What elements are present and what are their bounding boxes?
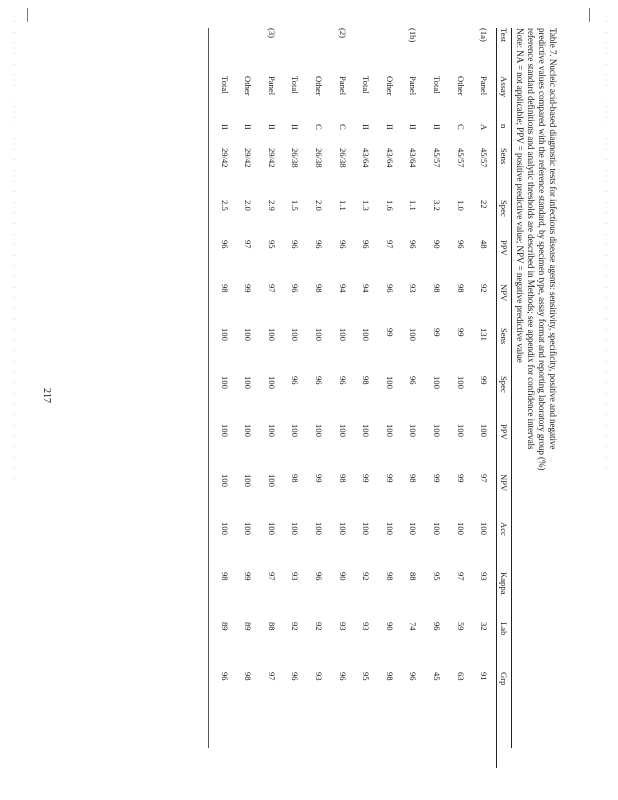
table-cell: 100 — [455, 376, 466, 389]
table-cell: 96 — [432, 622, 443, 631]
table-row — [425, 28, 449, 768]
table-cell: 95 — [432, 572, 443, 581]
table-cell: 96 — [384, 284, 395, 293]
table-cell: 43/64 — [361, 148, 372, 168]
table-cell: 96 — [219, 672, 230, 681]
table-cell: C — [337, 124, 348, 130]
page-number: 217 — [41, 388, 52, 403]
table-cell: 2.5 — [219, 200, 230, 211]
table-cell: 93 — [314, 672, 325, 681]
table-cell: 2.0 — [314, 200, 325, 211]
table-cell: 96 — [219, 240, 230, 249]
table-cell: 100 — [219, 474, 230, 487]
table-cell: II — [361, 124, 372, 130]
table-cell: 100 — [408, 522, 419, 535]
table-cell: 98 — [408, 474, 419, 483]
table-cell: 22 — [479, 200, 490, 209]
table-cell — [449, 28, 473, 76]
table-cell: 100 — [266, 328, 277, 341]
table-cell: Other — [384, 76, 395, 96]
table-cell: 96 — [408, 240, 419, 249]
column-header: Spec — [497, 200, 512, 240]
table-cell: 98 — [361, 376, 372, 385]
table-cell — [378, 28, 402, 76]
table-cell: II — [219, 124, 230, 130]
table-cell: 96 — [337, 376, 348, 385]
column-header: PPV — [497, 240, 512, 284]
table-cell: 99 — [455, 328, 466, 337]
table-cell: 90 — [337, 572, 348, 581]
column-header: Acc — [497, 522, 512, 572]
table-row — [260, 28, 284, 768]
table-cell: 88 — [408, 572, 419, 581]
table-cell: 99 — [479, 376, 490, 385]
table-cell: 1.1 — [337, 200, 348, 211]
table-cell: 100 — [290, 522, 301, 535]
table-cell: Other — [314, 76, 325, 96]
table-cell: 100 — [243, 522, 254, 535]
table-cell: 100 — [361, 424, 372, 437]
table-cell: 100 — [337, 424, 348, 437]
table-cell — [307, 28, 331, 76]
table-cell: 98 — [290, 474, 301, 483]
column-header: Sens — [497, 148, 512, 200]
table-cell: 98 — [314, 284, 325, 293]
column-header: Spec — [497, 376, 512, 424]
table-cell: 100 — [290, 328, 301, 341]
table-cell: 100 — [219, 328, 230, 341]
margin-text-top: · · · · · · · · · · · · · · · · · · · · · · · · · · · · · · · · · · · · · · · · · · · — [602, 20, 608, 472]
table-cell: II — [384, 124, 395, 130]
table-cell: Total — [432, 76, 443, 94]
table-cell: 96 — [455, 240, 466, 249]
table-cell: 100 — [314, 424, 325, 437]
column-header: PPV — [497, 424, 512, 474]
table-block — [208, 28, 558, 748]
table-cell: 100 — [408, 424, 419, 437]
table-cell: Panel — [266, 76, 277, 96]
table-cell — [425, 28, 449, 76]
table-cell: Other — [243, 76, 254, 96]
table-cell: 100 — [455, 424, 466, 437]
table-cell: 96 — [290, 672, 301, 681]
table-row — [307, 28, 331, 768]
table-cell: 32 — [479, 622, 490, 631]
table-caption — [514, 28, 558, 748]
table-cell: II — [432, 124, 443, 130]
table-bottom-rule — [208, 28, 209, 748]
caption-line: reference standard definitions and analytic thresholds are described in Methods; see appendix for confidence intervals — [526, 28, 536, 450]
table-cell: 100 — [219, 424, 230, 437]
table-cell: 1.6 — [384, 200, 395, 211]
table-cell: 99 — [314, 474, 325, 483]
table-cell: 100 — [219, 522, 230, 535]
table-cell: 98 — [219, 572, 230, 581]
table-row — [354, 28, 378, 768]
table-cell: II — [290, 124, 301, 130]
table-cell: 94 — [361, 284, 372, 293]
table-cell: (1b) — [408, 28, 419, 43]
table-cell: (1a) — [479, 28, 490, 42]
table-cell: II — [266, 124, 277, 130]
table-cell: 96 — [408, 376, 419, 385]
table-cell: (2) — [337, 28, 348, 39]
table-cell: 131 — [479, 328, 490, 341]
table-cell: 100 — [432, 376, 443, 389]
table-cell: 99 — [243, 284, 254, 293]
table-row — [449, 28, 473, 768]
table-cell: 93 — [361, 622, 372, 631]
table-cell: 92 — [290, 622, 301, 631]
table-cell: II — [408, 124, 419, 130]
table-row — [472, 28, 496, 768]
table-cell: 96 — [290, 376, 301, 385]
table-cell: 97 — [455, 572, 466, 581]
table-cell: 99 — [384, 328, 395, 337]
table-cell: 93 — [290, 572, 301, 581]
margin-text-bottom: · · · · · · · · · · · · · · · · · · · · · · · · · · · · · · · · · · · · · · · · · · · · — [10, 20, 16, 483]
column-header: NPV — [497, 284, 512, 328]
table-cell: 100 — [361, 328, 372, 341]
column-header: Assay — [497, 76, 512, 124]
table-cell: 96 — [314, 572, 325, 581]
table-cell: 96 — [361, 240, 372, 249]
table-cell: 91 — [479, 672, 490, 681]
table-cell — [236, 28, 260, 76]
table-cell: 100 — [314, 328, 325, 341]
table-row — [378, 28, 402, 768]
table-cell — [284, 28, 308, 76]
table-cell: 95 — [266, 240, 277, 249]
table-cell: (3) — [266, 28, 277, 39]
table-row — [284, 28, 308, 768]
table-cell: 94 — [337, 284, 348, 293]
table-cell: 48 — [479, 240, 490, 249]
table-cell: 96 — [408, 672, 419, 681]
column-header: Test — [497, 28, 512, 76]
table-cell: 100 — [479, 424, 490, 437]
caption-line: Note: NA = not applicable; PPV = positive predictive value; NPV = negative predictive value — [515, 28, 525, 363]
table-cell: C — [314, 124, 325, 130]
crop-mark — [27, 8, 28, 22]
table-cell: 97 — [266, 672, 277, 681]
table-cell: 98 — [432, 284, 443, 293]
table-cell: 100 — [243, 328, 254, 341]
table-cell: 93 — [337, 622, 348, 631]
table-cell: 100 — [384, 424, 395, 437]
table-cell: 98 — [455, 284, 466, 293]
table-cell: 29/42 — [266, 148, 277, 168]
table-cell: 45/57 — [432, 148, 443, 168]
table-cell: Panel — [479, 76, 490, 96]
table-cell: 100 — [243, 474, 254, 487]
table-cell: 99 — [384, 474, 395, 483]
table-cell: Total — [290, 76, 301, 94]
table-cell: 100 — [266, 474, 277, 487]
column-header: Kappa — [497, 572, 512, 622]
table-cell: Panel — [337, 76, 348, 96]
table-row — [213, 28, 237, 768]
table-cell — [213, 28, 237, 76]
table-cell: 100 — [337, 522, 348, 535]
table-cell: 100 — [384, 376, 395, 389]
caption-line: predictive values compared with the reference standard, by specimen type, assay format and reporting laboratory group (%) — [537, 28, 547, 471]
table-cell: 45 — [432, 672, 443, 681]
table-cell: 93 — [408, 284, 419, 293]
table-cell: 100 — [290, 424, 301, 437]
table-cell: 92 — [361, 572, 372, 581]
table-cell: 100 — [266, 522, 277, 535]
table-cell: 99 — [455, 474, 466, 483]
table-cell: 26/38 — [337, 148, 348, 168]
table-cell: 29/42 — [243, 148, 254, 168]
column-header: Lab — [497, 622, 512, 672]
table-cell: 96 — [290, 284, 301, 293]
table-cell: 99 — [361, 474, 372, 483]
table-cell: 95 — [361, 672, 372, 681]
table-cell: 100 — [479, 522, 490, 535]
table-cell: 74 — [408, 622, 419, 631]
table-cell: 43/64 — [384, 148, 395, 168]
table-cell: 99 — [243, 572, 254, 581]
table-cell: 89 — [219, 622, 230, 631]
table-cell: 90 — [384, 622, 395, 631]
table-cell: 98 — [219, 284, 230, 293]
column-header: NPV — [497, 474, 512, 522]
table-cell: 93 — [479, 572, 490, 581]
table-cell: 96 — [314, 376, 325, 385]
table-body — [213, 28, 497, 768]
table-row — [236, 28, 260, 768]
table-top-rule — [511, 28, 512, 748]
table-cell: 98 — [384, 572, 395, 581]
table-cell: 100 — [266, 424, 277, 437]
table-cell: 92 — [314, 622, 325, 631]
table-cell: 96 — [314, 240, 325, 249]
column-header: n — [497, 124, 512, 148]
table-cell: Total — [361, 76, 372, 94]
table-header-row — [497, 28, 512, 768]
table-cell: 96 — [337, 672, 348, 681]
table-cell — [354, 28, 378, 76]
table-cell: 100 — [408, 328, 419, 341]
table-cell: 100 — [243, 376, 254, 389]
table-cell: 100 — [266, 376, 277, 389]
table-cell: 98 — [384, 672, 395, 681]
table-cell: 97 — [479, 474, 490, 483]
column-header: Sens — [497, 328, 512, 376]
table-cell: 96 — [337, 240, 348, 249]
table-cell: 2.0 — [243, 200, 254, 211]
table-cell: 97 — [384, 240, 395, 249]
table-cell: II — [243, 124, 254, 130]
table-cell: 90 — [432, 240, 443, 249]
table-cell: 29/42 — [219, 148, 230, 168]
table-cell: 89 — [243, 622, 254, 631]
table-row — [331, 28, 355, 768]
table-cell: 59 — [455, 622, 466, 631]
table-cell: 1.5 — [290, 200, 301, 211]
table-row — [402, 28, 426, 768]
table-cell: 100 — [432, 522, 443, 535]
table-cell: 100 — [337, 328, 348, 341]
crop-mark — [589, 8, 590, 22]
data-table — [213, 28, 511, 768]
table-cell: 97 — [266, 572, 277, 581]
table-cell: 100 — [361, 522, 372, 535]
table-cell: 97 — [243, 240, 254, 249]
table-cell: Panel — [408, 76, 419, 96]
table-cell: C — [455, 124, 466, 130]
table-cell: 100 — [384, 522, 395, 535]
table-cell: 99 — [432, 474, 443, 483]
table-cell: Other — [455, 76, 466, 96]
table-cell: 98 — [337, 474, 348, 483]
table-cell: 100 — [219, 376, 230, 389]
table-cell: 3.2 — [432, 200, 443, 211]
table-cell: Total — [219, 76, 230, 94]
column-header: Grp — [497, 672, 512, 768]
table-cell: 98 — [243, 672, 254, 681]
table-cell: 63 — [455, 672, 466, 681]
table-cell: 1.1 — [408, 200, 419, 211]
table-cell: 92 — [479, 284, 490, 293]
table-cell: 45/57 — [455, 148, 466, 168]
caption-line: Table 7. Nucleic acid-based diagnostic tests for infectious disease agents: sensitivity, specificity, positive and negative — [548, 28, 558, 450]
table-cell: 1.0 — [455, 200, 466, 211]
table-cell: 1.3 — [361, 200, 372, 211]
table-cell: 100 — [314, 522, 325, 535]
table-cell: 96 — [290, 240, 301, 249]
table-cell: 99 — [432, 328, 443, 337]
table-cell: 2.9 — [266, 200, 277, 211]
table-cell: 26/38 — [290, 148, 301, 168]
table-cell: 45/57 — [479, 148, 490, 168]
table-cell: A — [479, 124, 490, 131]
table-cell: 100 — [432, 424, 443, 437]
table-cell: 100 — [243, 424, 254, 437]
table-cell: 43/64 — [408, 148, 419, 168]
table-cell: 26/38 — [314, 148, 325, 168]
table-cell: 88 — [266, 622, 277, 631]
table-cell: 100 — [455, 522, 466, 535]
table-cell: 97 — [266, 284, 277, 293]
